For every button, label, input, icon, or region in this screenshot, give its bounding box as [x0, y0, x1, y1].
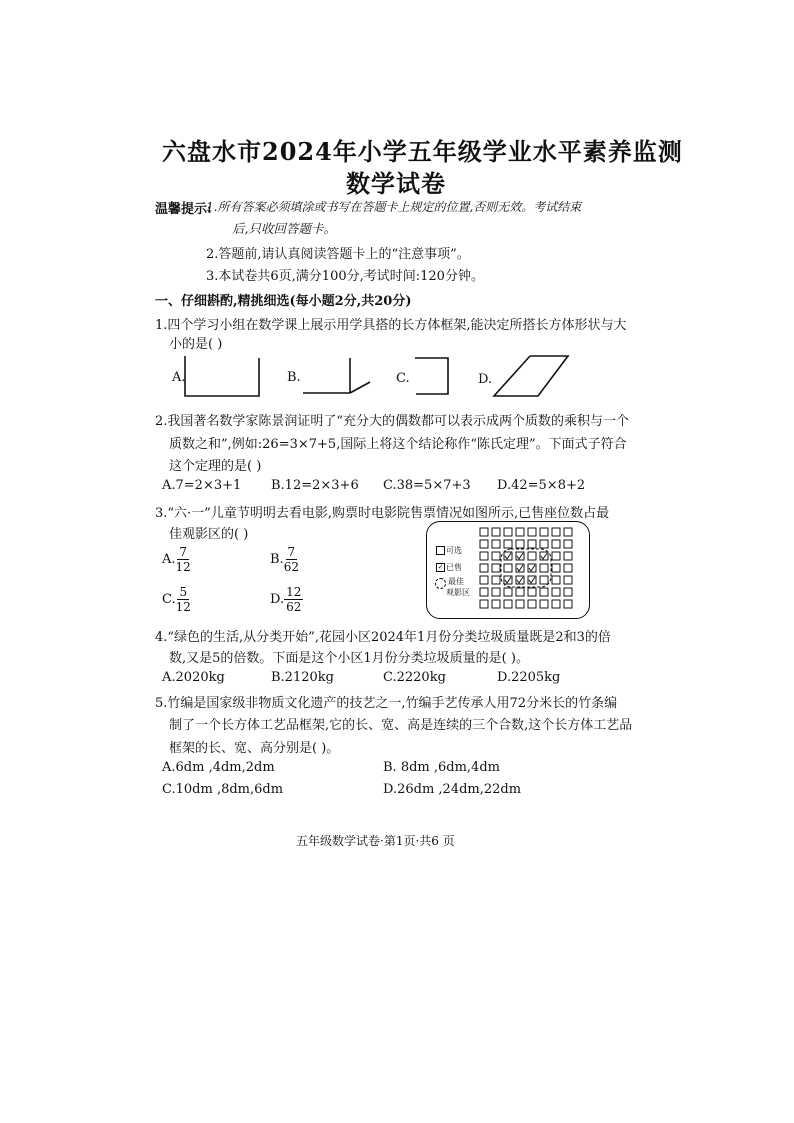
q2-text-3: 这个定理的是( ) [169, 459, 262, 474]
section-heading: 一、仔细斟酌,精挑细选(每小题2分,共20分) [155, 294, 412, 309]
seat-row-4 [480, 564, 572, 572]
seat-row-3 [480, 552, 572, 560]
tip-item-2: 2.答题前,请认真阅读答题卡上的“注意事项”。 [206, 247, 470, 262]
exam-title: 六盘水市2024年小学五年级学业水平素养监测 [162, 137, 683, 166]
legend-available-icon [436, 546, 445, 555]
q2-opt-a: A.7=2×3+1 [162, 478, 242, 493]
q1-opt-c: C. [396, 371, 410, 386]
q4-opt-d: D.2205kg [497, 670, 561, 685]
seat-rows [480, 528, 572, 608]
q1-frame-figures [160, 350, 600, 400]
q2-text-2: 质数之和”,例如:26=3×7+5,国际上将这个结论称作“陈氏定理”。下面式子符合 [169, 437, 627, 452]
q1-opt-a: A. [172, 370, 186, 385]
seat-row-2 [480, 540, 572, 548]
q3-opt-c-fraction: $\frac{5}{12}$ [175, 585, 191, 614]
legend-sold-label: 已售 [446, 563, 462, 572]
q1-figure-b [303, 358, 370, 393]
q5-opt-b: B. 8dm ,6dm,4dm [383, 760, 500, 775]
q2-opt-b: B.12=2×3+6 [271, 478, 359, 493]
q1-opt-d: D. [478, 372, 493, 387]
q4-opt-c: C.2220kg [383, 670, 446, 685]
q4-text-2: 数,又是5的倍数。下面是这个小区1月份分类垃圾质量的是( )。 [169, 651, 529, 666]
q5-text-1: 5.竹编是国家级非物质文化遗产的技艺之一,竹编手艺传承人用72分米长的竹条编 [155, 696, 618, 711]
q5-opt-d: D.26dm ,24dm,22dm [383, 782, 522, 797]
seat-row-1 [480, 528, 572, 536]
exam-subtitle: 数学试卷 [346, 169, 446, 198]
q5-opt-a: A.6dm ,4dm,2dm [162, 760, 275, 775]
legend-best-label-2: 观影区 [446, 588, 470, 597]
q3-opt-b [270, 545, 299, 574]
q3-opt-a [162, 545, 191, 574]
q3-text-2: 佳观影区的( ) [169, 527, 249, 542]
q3-opt-c-label: C. [162, 592, 176, 607]
page-footer: 五年级数学试卷·第1页·共6 页 [296, 834, 455, 848]
q3-opt-b-label: B. [270, 552, 284, 567]
q3-opt-a-fraction: $\frac{7}{12}$ [175, 545, 191, 574]
q2-text-1: 2.我国著名数学家陈景润证明了“充分大的偶数都可以表示成两个质数的乘积与一个 [155, 414, 630, 429]
q4-text-1: 4.“绿色的生活,从分类开始”,花园小区2024年1月份分类垃圾质量既是2和3的倍 [155, 630, 611, 645]
seat-grid [478, 525, 586, 615]
q5-opt-c: C.10dm ,8dm,6dm [162, 782, 284, 797]
q2-opt-c: C.38=5×7+3 [383, 478, 471, 493]
q2-opt-d: D.42=5×8+2 [497, 478, 586, 493]
tip-item-1b: 后,只收回答题卡。 [232, 221, 336, 236]
legend-best-zone-icon [435, 578, 446, 589]
q3-opt-d-label: D. [270, 592, 285, 607]
q5-text-3: 框架的长、宽、高分别是( )。 [169, 741, 340, 756]
q3-opt-d-fraction: $\frac{12}{62}$ [286, 585, 302, 614]
seat-row-5 [480, 576, 572, 584]
q4-opt-a: A.2020kg [162, 670, 225, 685]
q1-text-2: 小的是( ) [169, 337, 223, 352]
seat-row-7 [480, 600, 572, 608]
q1-text-1: 1.四个学习小组在数学课上展示用学具搭的长方体框架,能决定所搭长方体形状与大 [155, 318, 627, 333]
q3-text-1: 3.“六·一”儿童节明明去看电影,购票时电影院售票情况如图所示,已售座位数占最 [155, 506, 610, 521]
q4-opt-b: B.2120kg [271, 670, 334, 685]
q3-opt-b-fraction: $\frac{7}{62}$ [283, 545, 299, 574]
seat-row-6 [480, 588, 572, 596]
legend-best-label-1: 最佳 [448, 577, 464, 586]
q1-opt-b: B. [287, 370, 301, 385]
q1-figure-a [185, 356, 259, 396]
q3-opt-d [270, 585, 303, 614]
q3-opt-a-label: A. [162, 552, 176, 567]
q5-text-2: 制了一个长方体工艺品框架,它的长、宽、高是连续的三个合数,这个长方体工艺品 [169, 718, 633, 733]
q1-figure-c [415, 358, 448, 394]
q1-figure-d [494, 356, 568, 396]
tip-item-1a: 1.所有答案必须填涂或书写在答题卡上规定的位置,否则无效。考试结束 [206, 200, 582, 214]
legend-sold-icon: ✓ [437, 563, 444, 571]
legend-available-label: 可选 [446, 546, 462, 555]
tips-label: 温馨提示: [155, 202, 212, 217]
tip-item-3: 3.本试卷共6页,满分100分,考试时间:120分钟。 [206, 269, 484, 284]
q3-opt-c [162, 585, 191, 614]
